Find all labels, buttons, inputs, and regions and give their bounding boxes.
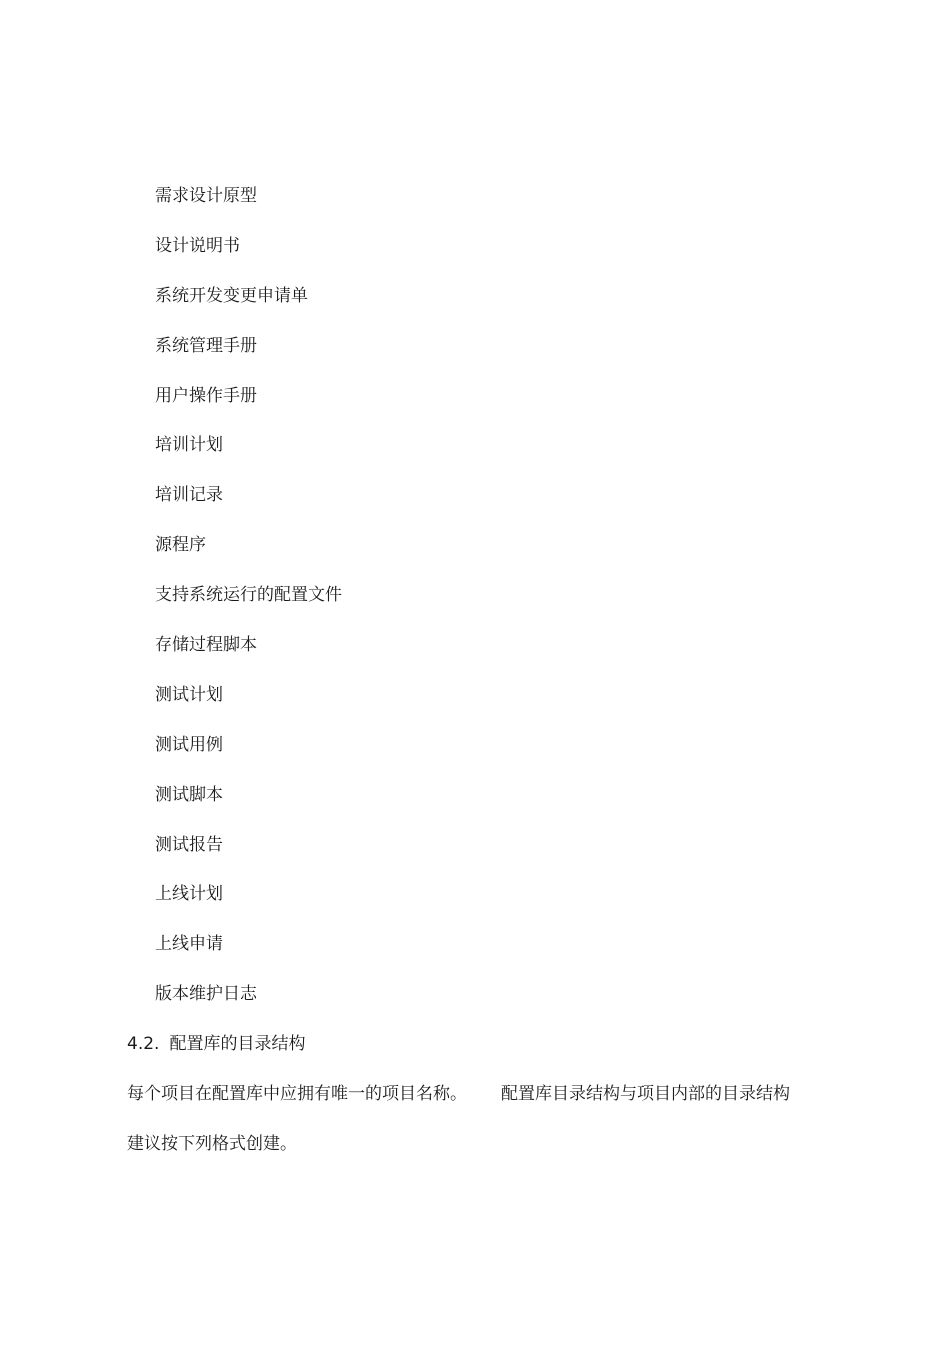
list-item: 存储过程脚本 [155, 635, 257, 656]
list-item: 源程序 [155, 535, 206, 556]
list-item: 支持系统运行的配置文件 [155, 585, 342, 606]
list-item: 测试用例 [155, 734, 223, 755]
paragraph-sentence-2: 配置库目录结构与项目内部的目录结构 [501, 1084, 790, 1104]
section-title: 配置库的目录结构 [169, 1034, 306, 1054]
section-heading [127, 1031, 305, 1057]
list-item: 用户操作手册 [155, 385, 257, 406]
paragraph-line-1 [127, 1081, 790, 1107]
deliverables-list [155, 183, 342, 1031]
list-item: 测试计划 [155, 684, 223, 705]
list-item: 设计说明书 [155, 235, 240, 256]
list-item: 测试报告 [155, 834, 223, 855]
list-item: 系统开发变更申请单 [155, 285, 308, 306]
list-item: 版本维护日志 [155, 984, 257, 1005]
list-item: 需求设计原型 [155, 186, 257, 206]
list-item: 系统管理手册 [155, 335, 257, 356]
list-item: 培训记录 [155, 485, 223, 506]
list-item: 上线计划 [155, 884, 223, 905]
paragraph-sentence-1: 每个项目在配置库中应拥有唯一的项目名称。 [127, 1084, 467, 1104]
list-item: 测试脚本 [155, 784, 223, 805]
section-number: 4.2. [127, 1034, 160, 1054]
paragraph-line-2: 建议按下列格式创建。 [127, 1134, 297, 1154]
list-item: 上线申请 [155, 934, 223, 955]
list-item: 培训计划 [155, 435, 223, 456]
